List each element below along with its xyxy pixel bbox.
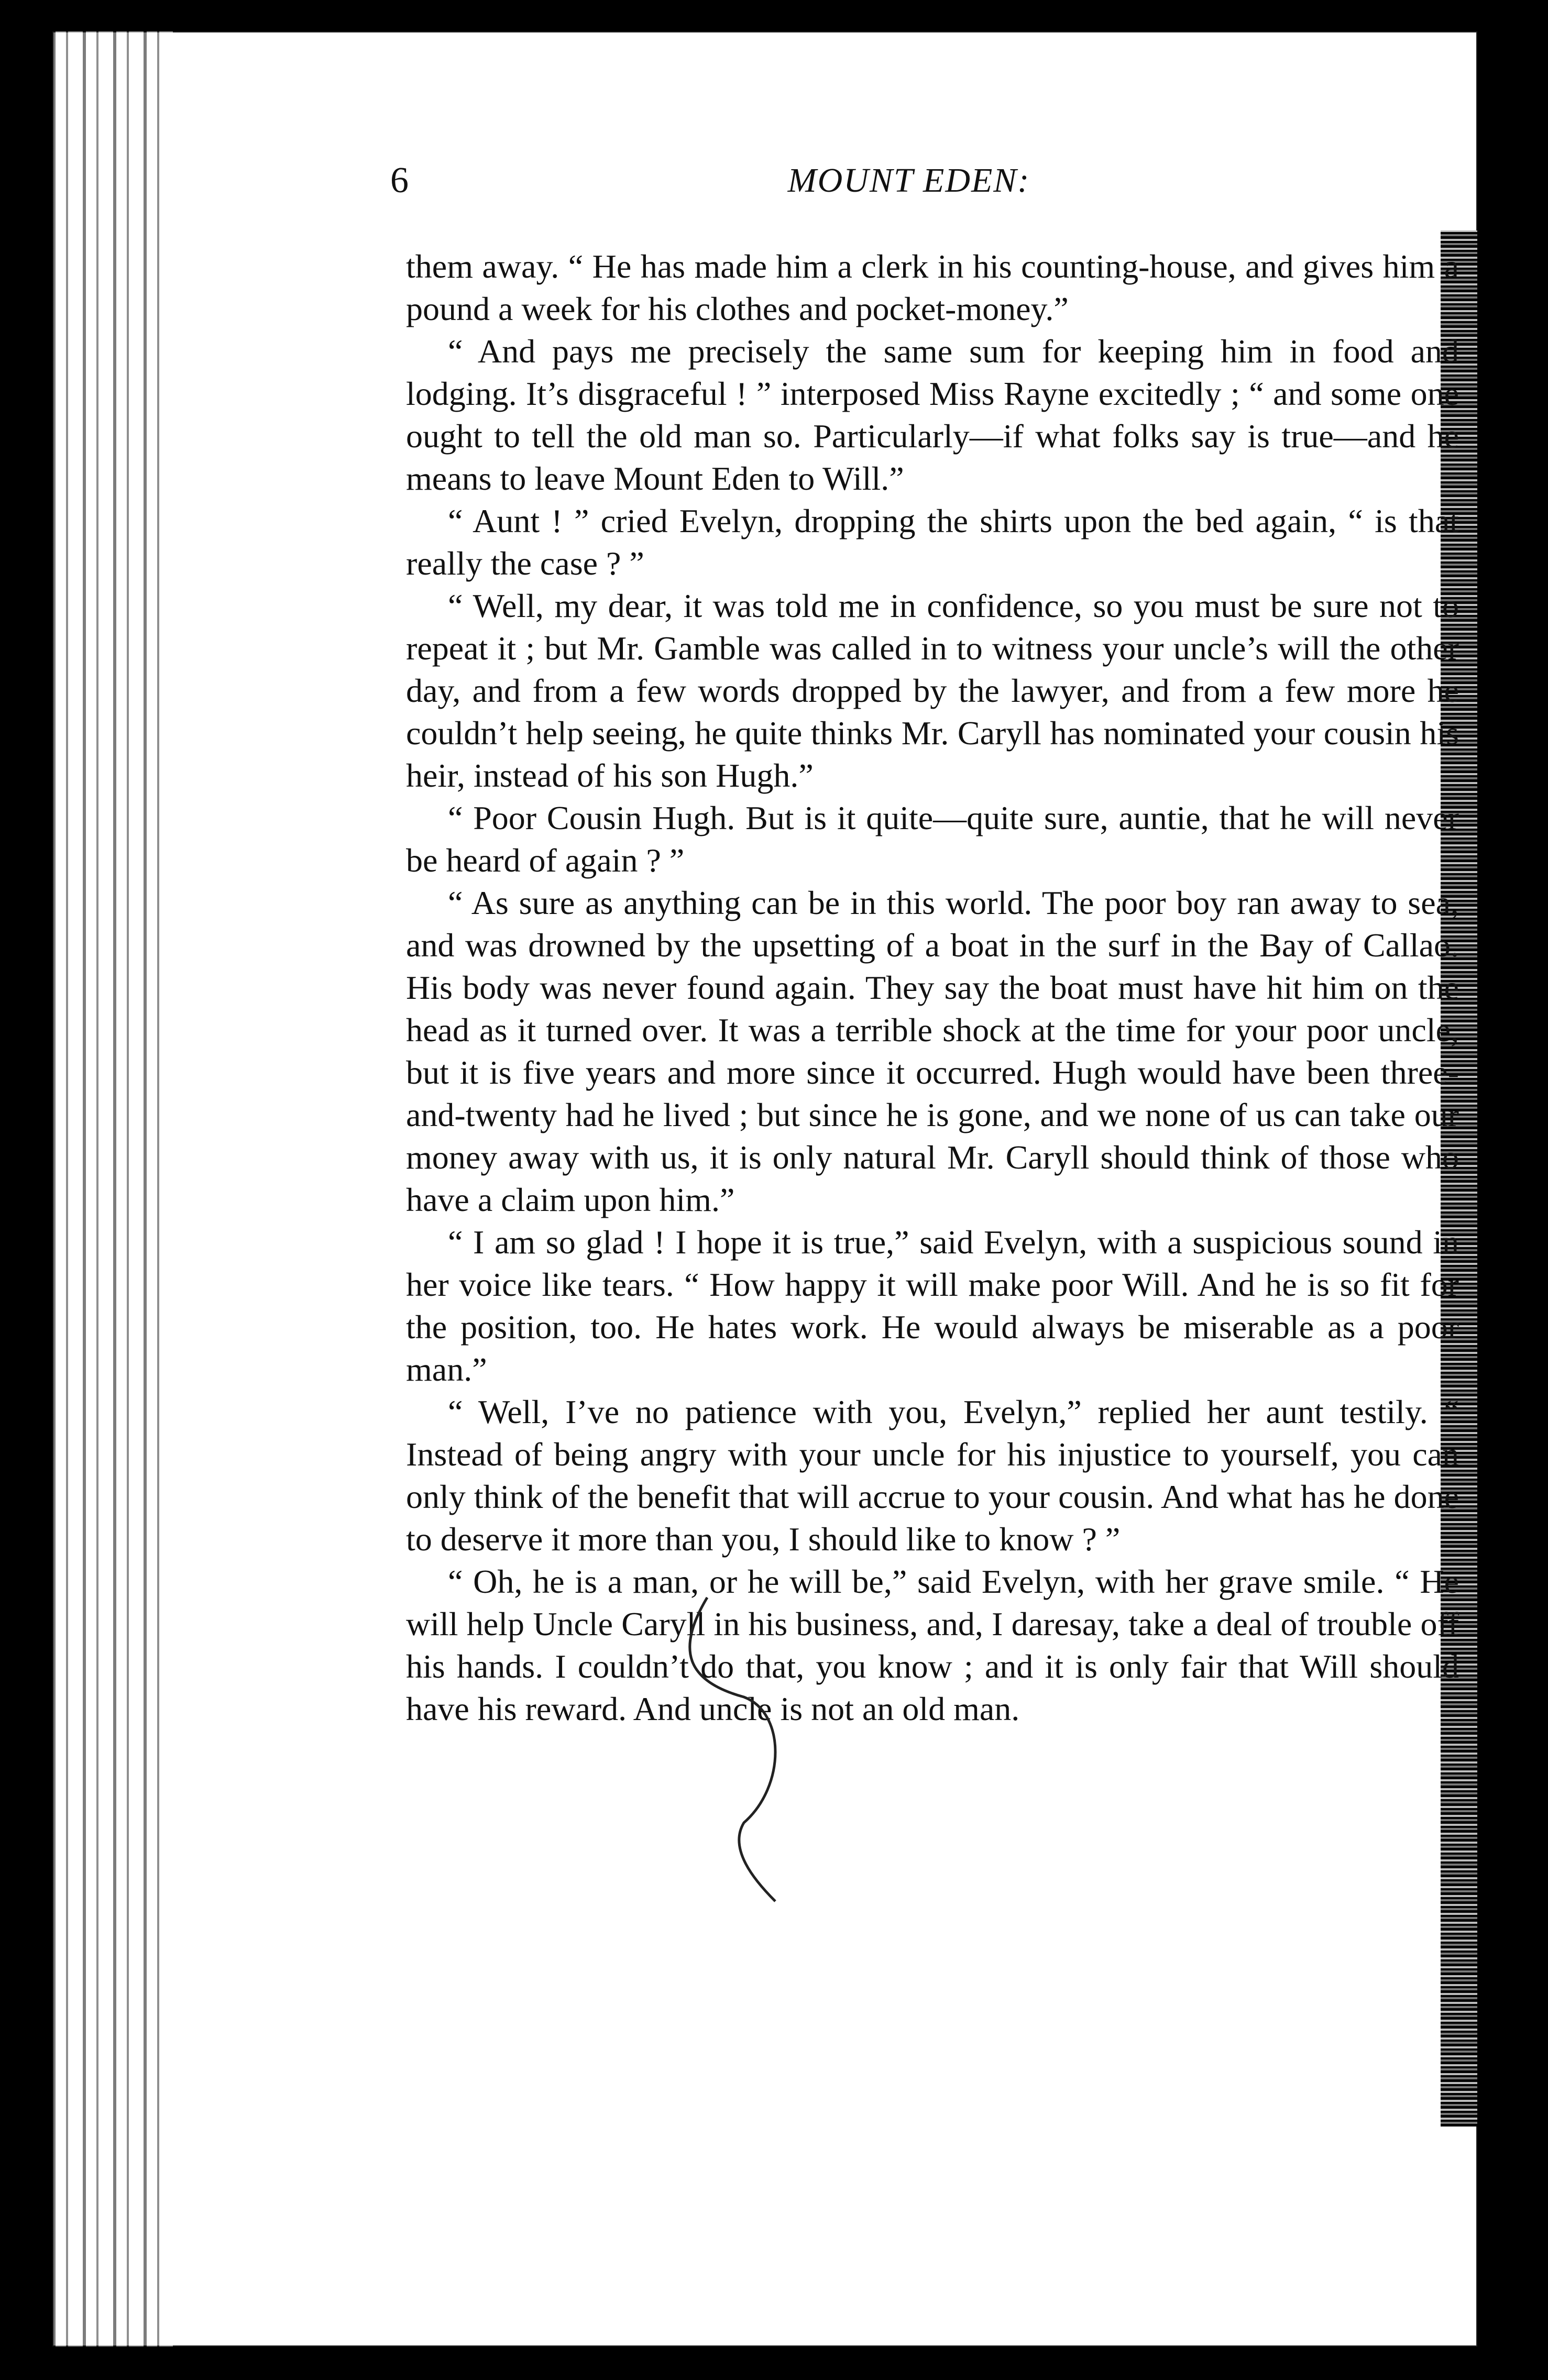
running-head <box>338 152 1480 210</box>
paragraph: “ Poor Cousin Hugh. But is it quite—quite sure, auntie, that he will never be heard of again ? ” <box>406 799 1459 879</box>
paragraph: “ I am so glad ! I hope it is true,” said Evelyn, with a suspicious sound in her voice like tears. “ How happy it will make poor Will. And he is so fit for the position, too. He hates work. He would always be miserable as a poor man.” <box>406 1224 1459 1388</box>
binding-gutter <box>52 31 173 2346</box>
running-title: MOUNT EDEN: <box>787 161 1030 200</box>
paragraph: “ And pays me precisely the same sum for keeping him in food and lodging. It’s disgraceful ! ” interposed Miss Rayne excitedly ; “ and some one ought to tell the old man so. Particularly—if what folks say is true—and he means to leave Mount Eden to Will.” <box>406 333 1459 497</box>
page-number: 6 <box>390 160 409 201</box>
paragraph: “ Aunt ! ” cried Evelyn, dropping the shirts upon the bed again, “ is that really the case ? ” <box>406 502 1459 582</box>
paragraph: “ Oh, he is a man, or he will be,” said Evelyn, with her grave smile. “ He will help Uncle Caryll in his business, and, I daresay, take a deal of trouble off his hands. I couldn’t do that, you know ; and it is only fair that Will should have his reward. And uncle is not an old man. <box>406 1563 1459 1727</box>
paragraph: “ Well, I’ve no patience with you, Evelyn,” replied her aunt testily. “ Instead of being angry with your uncle for his injustice to yourself, you can only think of the benefit that will accrue to your cousin. And what has he done to deserve it more than you, I should like to know ? ” <box>406 1393 1459 1558</box>
body-text <box>406 245 1459 1730</box>
paragraph: them away. “ He has made him a clerk in his counting-house, and gives him a pound a week for his clothes and pocket-money.” <box>406 248 1459 327</box>
paragraph: “ Well, my dear, it was told me in confidence, so you must be sure not to repeat it ; but Mr. Gamble was called in to witness your uncle’s will the other day, and from a few words dropped by the lawyer, and from a few more he couldn’t help seeing, he quite thinks Mr. Caryll has nominated your cousin his heir, instead of his son Hugh.” <box>406 587 1459 794</box>
paragraph: “ As sure as anything can be in this world. The poor boy ran away to sea, and was drowned by the upsetting of a boat in the surf in the Bay of Callao. His body was never found again. They say the boat must have hit him on the head as it turned over. It was a terrible shock at the time for your poor uncle, but it is five years and more since it occurred. Hugh would have been three-and-twenty had he lived ; but since he is gone, and we none of us can take our money away with us, it is only natural Mr. Caryll should think of those who have a claim upon him.” <box>406 884 1459 1218</box>
